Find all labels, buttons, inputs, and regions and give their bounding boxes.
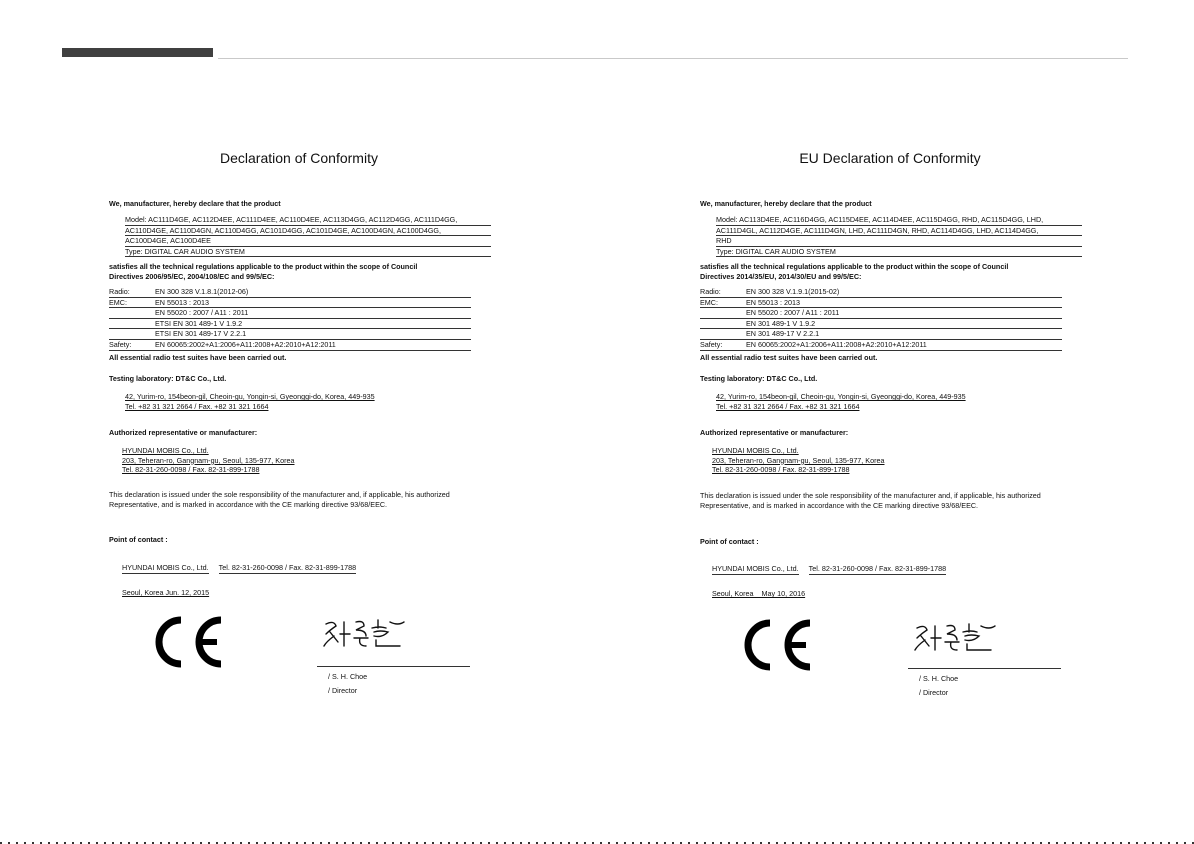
standard-row	[109, 329, 471, 340]
declaration-page-left	[109, 0, 489, 844]
standard-value: EN 55020 : 2007 / A11 : 2011	[746, 308, 840, 318]
poc-heading: Point of contact :	[109, 535, 168, 544]
standard-row	[700, 319, 1062, 330]
signature-line	[908, 668, 1061, 669]
poc-heading: Point of contact :	[700, 537, 759, 546]
standards-list	[109, 287, 471, 351]
ce-mark-icon	[151, 614, 227, 670]
standard-value: EN 301 489-17 V 2.2.1	[746, 329, 820, 339]
standard-label	[109, 329, 155, 339]
satisfies-line: satisfies all the technical regulations applicable to the product within the scope of Council	[109, 262, 418, 271]
standard-value: EN 55020 : 2007 / A11 : 2011	[155, 308, 249, 318]
standard-value: ETSI EN 301 489-1 V 1.9.2	[155, 318, 243, 328]
lab-line: Tel. +82 31 321 2664 / Fax. +82 31 321 1664	[125, 401, 269, 411]
standard-value: EN 60065:2002+A1:2006+A11:2008+A2:2010+A12:2011	[155, 339, 336, 349]
standard-label	[109, 319, 155, 329]
standard-value: EN 55013 : 2013	[746, 297, 800, 307]
poc-phone: Tel. 82-31-260-0098 / Fax. 82-31-899-1788	[218, 563, 357, 572]
intro-text: We, manufacturer, hereby declare that the product	[109, 199, 281, 208]
signer-block	[919, 672, 958, 700]
standard-value: EN 300 328 V.1.8.1(2012-06)	[155, 287, 249, 296]
poc-line	[712, 564, 946, 575]
signer-title: / Director	[328, 686, 358, 695]
satisfies-text	[109, 262, 417, 281]
model-line: Model: AC111D4GE, AC112D4EE, AC111D4EE, AC110D4EE, AC113D4GG, AC112D4GG, AC111D4GG,	[125, 215, 491, 226]
intro-text: We, manufacturer, hereby declare that the product	[700, 199, 872, 208]
standards-list	[700, 287, 1062, 351]
standard-value: EN 301 489-1 V 1.9.2	[746, 318, 816, 328]
declaration-line: This declaration is issued under the sole responsibility of the manufacturer and, if applicable, his authorized	[700, 491, 1041, 500]
standard-value: EN 55013 : 2013	[155, 297, 209, 307]
rep-heading: Authorized representative or manufacturer:	[700, 428, 849, 437]
lab-heading: Testing laboratory: DT&C Co., Ltd.	[700, 374, 818, 383]
poc-company: HYUNDAI MOBIS Co., Ltd.	[122, 563, 209, 572]
signer-name: / S. H. Choe	[919, 674, 959, 683]
place-date: Seoul, Korea Jun. 12, 2015	[122, 588, 210, 597]
rep-line: 203, Teheran-ro, Gangnam-gu, Seoul, 135-977, Korea	[712, 455, 885, 465]
standard-row	[109, 298, 471, 309]
satisfies-line: Directives 2006/95/EC, 2004/108/EC and 99/5/EC:	[109, 271, 275, 281]
model-line: Model: AC113D4EE, AC116D4GG, AC115D4EE, AC114D4EE, AC115D4GG, RHD, AC115D4GG, LHD,	[716, 215, 1082, 226]
model-block	[125, 215, 491, 257]
declaration-line: Representative, and is marked in accordance with the CE marking directive 93/68/EEC.	[109, 499, 388, 509]
rep-line: HYUNDAI MOBIS Co., Ltd.	[712, 446, 799, 455]
page-title: EU Declaration of Conformity	[799, 150, 981, 166]
rep-line: HYUNDAI MOBIS Co., Ltd.	[122, 446, 209, 455]
standard-label: Radio:	[700, 287, 721, 296]
satisfies-text	[700, 262, 1008, 281]
lab-line: Tel. +82 31 321 2664 / Fax. +82 31 321 1664	[716, 401, 860, 411]
signature	[911, 620, 1001, 656]
poc-company: HYUNDAI MOBIS Co., Ltd.	[712, 564, 799, 573]
model-line: AC111D4GL, AC112D4GE, AC111D4GN, LHD, AC111D4GN, RHD, AC114D4GG, LHD, AC114D4GG,	[716, 226, 1082, 237]
signature-line	[317, 666, 470, 667]
standard-row	[700, 329, 1062, 340]
type-line: Type: DIGITAL CAR AUDIO SYSTEM	[716, 247, 1082, 258]
ce-mark-icon	[740, 617, 816, 673]
standard-label: EMC:	[700, 297, 718, 307]
standard-value: EN 60065:2002+A1:2006+A11:2008+A2:2010+A12:2011	[746, 339, 927, 349]
standard-value: ETSI EN 301 489-17 V 2.2.1	[155, 329, 247, 339]
standard-label	[700, 319, 746, 329]
lab-address	[716, 392, 966, 411]
essential-text: All essential radio test suites have been carried out.	[700, 353, 878, 362]
essential-text: All essential radio test suites have been carried out.	[109, 353, 287, 362]
standard-label	[109, 308, 155, 318]
rep-line: Tel. 82-31-260-0098 / Fax. 82-31-899-1788	[712, 465, 850, 475]
type-line: Type: DIGITAL CAR AUDIO SYSTEM	[125, 247, 491, 258]
standard-label: EMC:	[109, 297, 127, 307]
standard-row	[700, 287, 1062, 298]
standard-row	[109, 287, 471, 298]
poc-line	[122, 563, 356, 574]
lab-line: 42, Yurim-ro, 154beon-gil, Cheoin-gu, Yongin-si, Gyeonggi-do, Korea, 449-935	[125, 392, 375, 401]
standard-row	[700, 298, 1062, 309]
standard-label	[700, 308, 746, 318]
poc-phone: Tel. 82-31-260-0098 / Fax. 82-31-899-1788	[808, 564, 947, 573]
model-line: RHD	[716, 236, 1082, 247]
declaration-text	[109, 490, 450, 509]
declaration-line: Representative, and is marked in accordance with the CE marking directive 93/68/EEC.	[700, 500, 979, 510]
page-title: Declaration of Conformity	[220, 150, 378, 166]
model-line: AC110D4GE, AC110D4GN, AC110D4GG, AC101D4GG, AC101D4GE, AC100D4GN, AC100D4GG,	[125, 226, 491, 237]
lab-address	[125, 392, 375, 411]
lab-line: 42, Yurim-ro, 154beon-gil, Cheoin-gu, Yongin-si, Gyeonggi-do, Korea, 449-935	[716, 392, 966, 401]
standard-row	[700, 308, 1062, 319]
standard-label: Safety:	[109, 339, 132, 349]
rep-address	[122, 446, 294, 475]
declaration-text	[700, 491, 1041, 510]
standard-row	[109, 308, 471, 319]
place-date: Seoul, Korea May 10, 2016	[712, 589, 806, 598]
standard-label	[700, 329, 746, 339]
standard-label: Radio:	[109, 287, 130, 296]
standard-value: EN 300 328 V.1.9.1(2015-02)	[746, 287, 840, 296]
model-line: AC100D4GE, AC100D4EE	[125, 236, 491, 247]
signature	[320, 616, 410, 652]
standard-row	[700, 340, 1062, 351]
declaration-line: This declaration is issued under the sole responsibility of the manufacturer and, if applicable, his authorized	[109, 490, 450, 499]
standard-row	[109, 340, 471, 351]
lab-heading: Testing laboratory: DT&C Co., Ltd.	[109, 374, 227, 383]
rep-heading: Authorized representative or manufacturer:	[109, 428, 258, 437]
declaration-page-right	[700, 0, 1080, 844]
rep-line: 203, Teheran-ro, Gangnam-gu, Seoul, 135-977, Korea	[122, 455, 295, 465]
rep-line: Tel. 82-31-260-0098 / Fax. 82-31-899-1788	[122, 465, 260, 475]
signer-name: / S. H. Choe	[328, 672, 368, 681]
standard-label: Safety:	[700, 339, 723, 349]
signer-block	[328, 670, 367, 698]
rep-address	[712, 446, 884, 475]
satisfies-line: Directives 2014/35/EU, 2014/30/EU and 99/5/EC:	[700, 271, 862, 281]
model-block	[716, 215, 1082, 257]
signer-title: / Director	[919, 688, 949, 697]
satisfies-line: satisfies all the technical regulations applicable to the product within the scope of Council	[700, 262, 1009, 271]
standard-row	[109, 319, 471, 330]
